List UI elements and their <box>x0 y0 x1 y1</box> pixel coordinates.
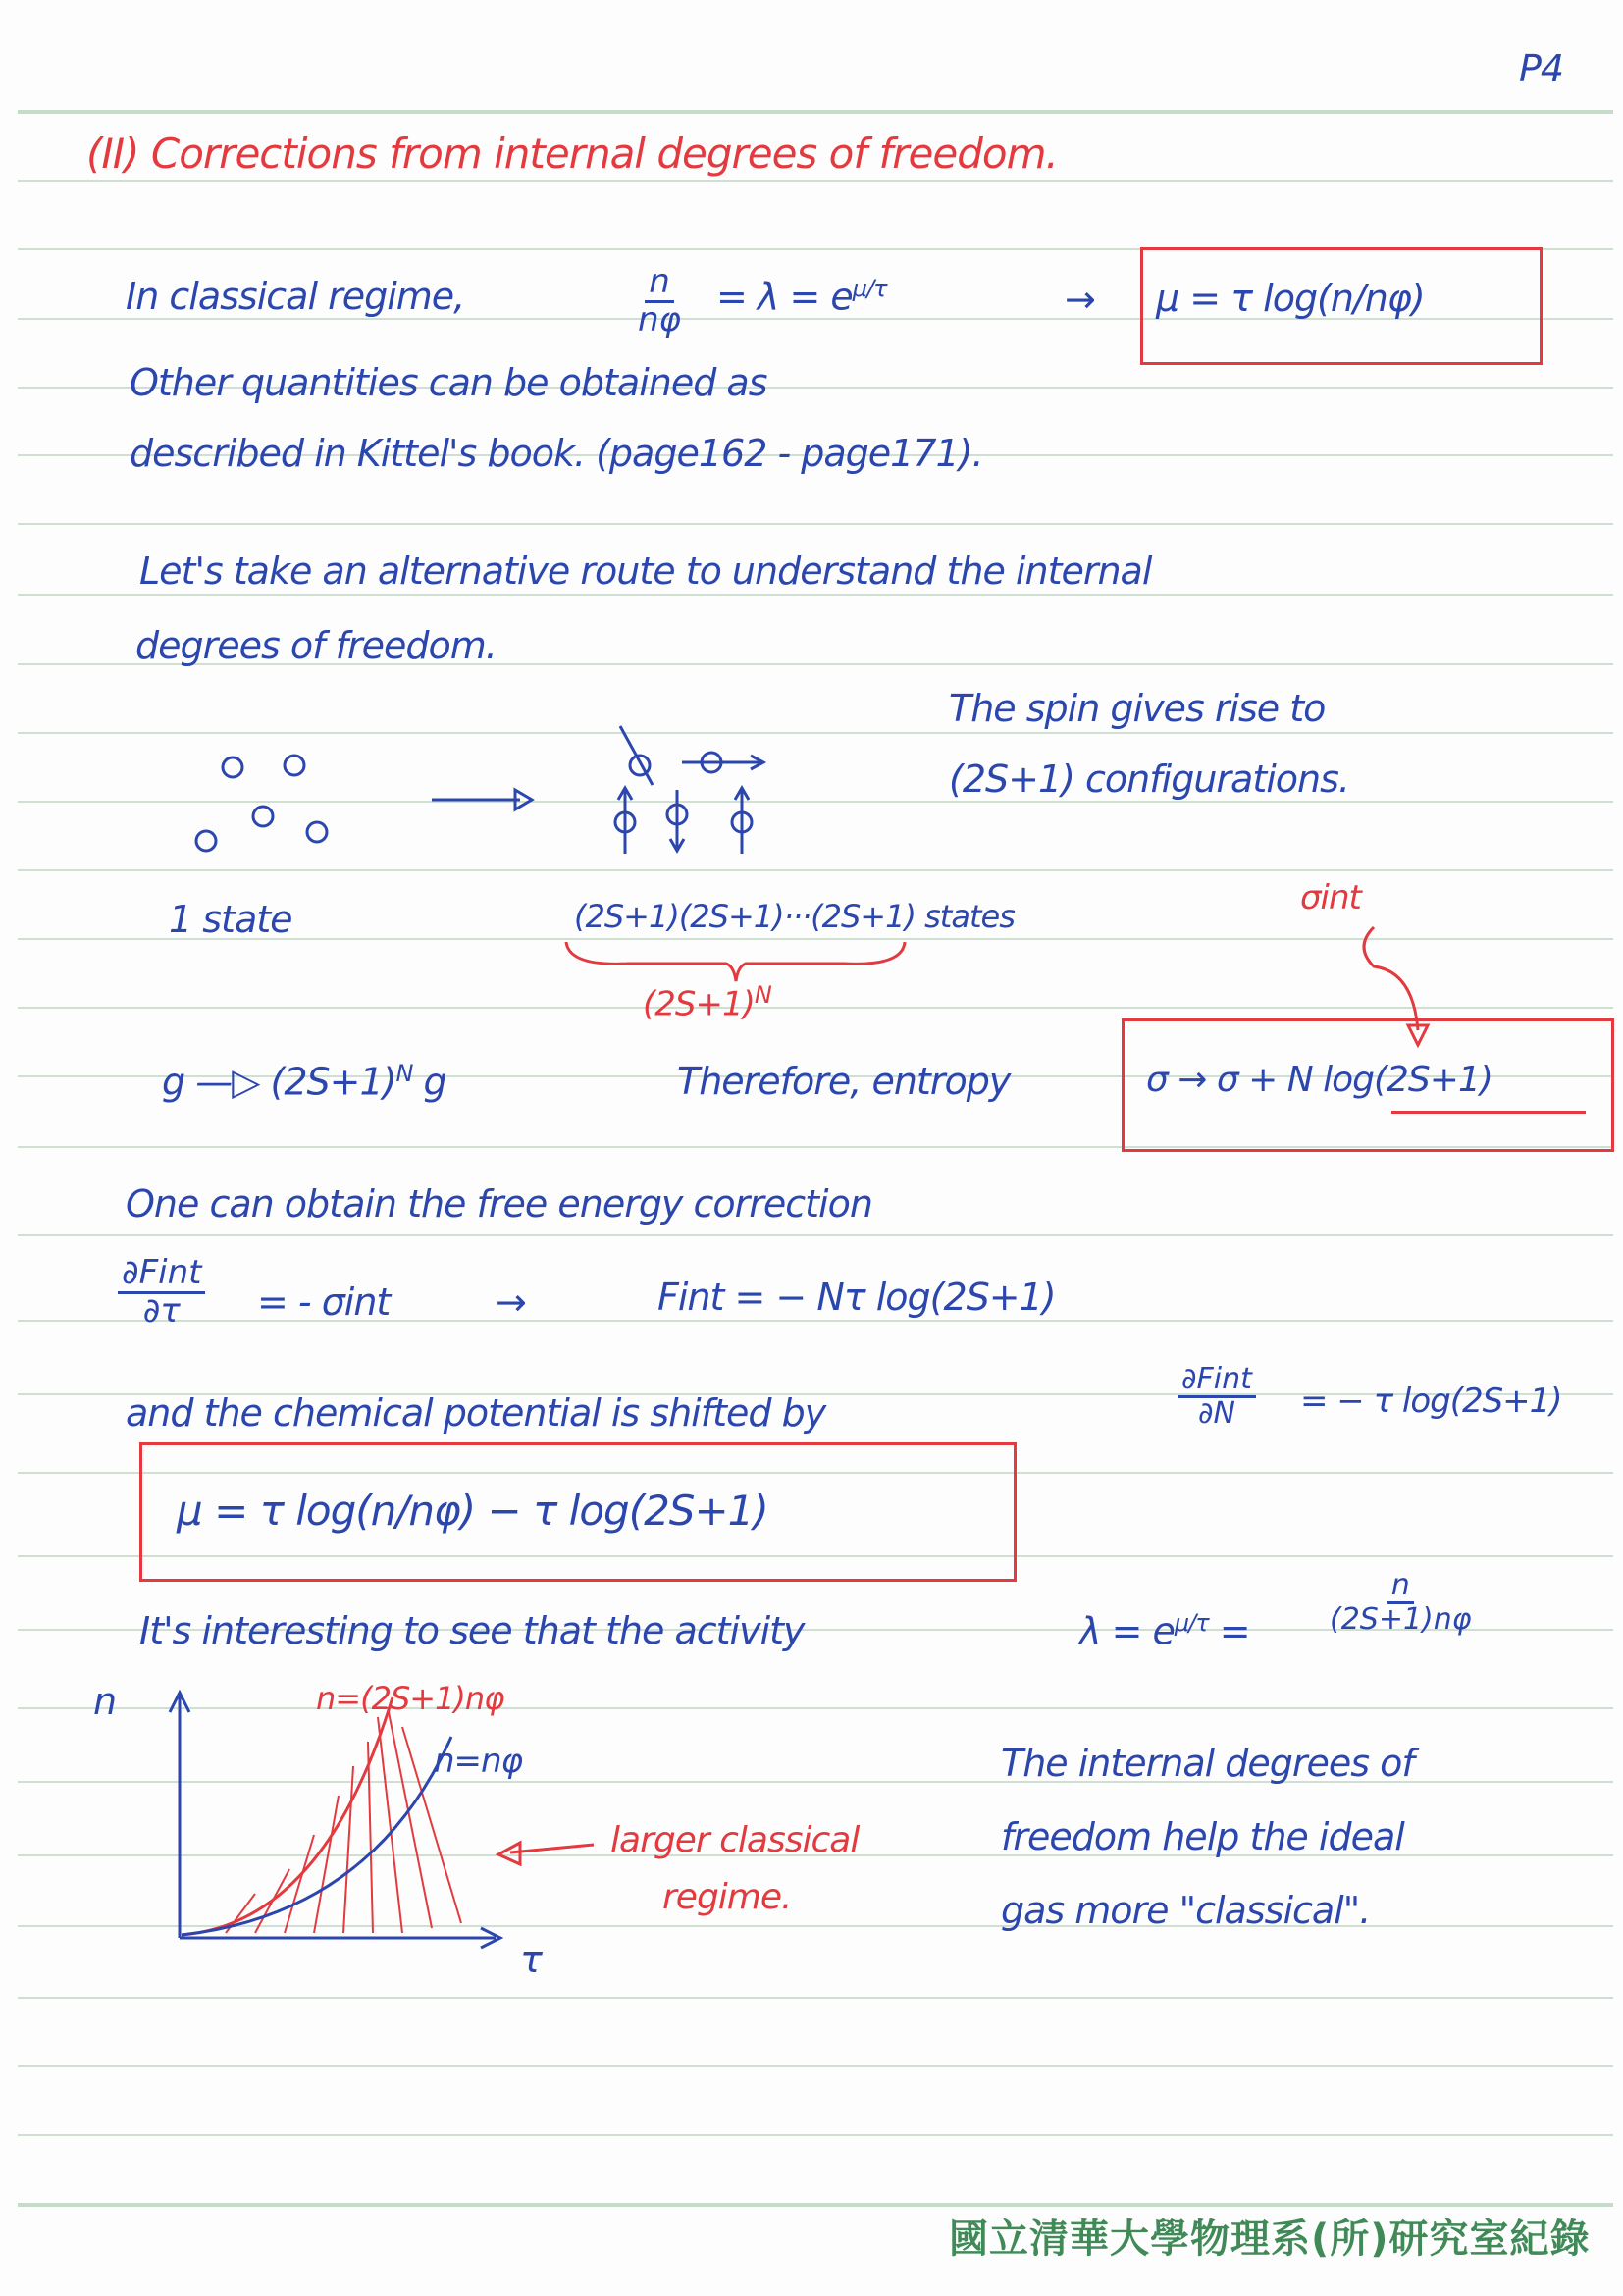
fraction-numerator: ∂Fint <box>118 1256 205 1294</box>
arrow-icon: → <box>1065 278 1095 321</box>
conclusion-line3: gas more "classical". <box>1001 1889 1371 1932</box>
conclusion-line1: The internal degrees of <box>1001 1742 1414 1785</box>
mu-shift-result: μ = τ log(n/nφ) − τ log(2S+1) <box>177 1487 768 1535</box>
chemical-potential-intro: and the chemical potential is shifted by <box>126 1391 826 1435</box>
total-states-exp: N <box>754 981 771 1009</box>
activity-exp: μ/τ <box>1174 1609 1209 1637</box>
page-number: P4 <box>1519 47 1564 90</box>
mu-result: μ = τ log(n/nφ) <box>1156 277 1425 320</box>
red-curve-label: n=(2S+1)nφ <box>316 1680 504 1717</box>
blue-curve <box>182 1737 451 1935</box>
footer-label: 國立清華大學物理系(所)研究室紀錄 <box>949 2217 1591 2262</box>
other-quantities-line2: described in Kittel's book. (page162 - page171). <box>130 432 983 475</box>
fraction-numerator: ∂Fint <box>1178 1364 1256 1398</box>
degeneracy-g: g <box>423 1060 446 1104</box>
conclusion-line2: freedom help the ideal <box>1001 1815 1404 1858</box>
spin-states-label: (2S+1)(2S+1)···(2S+1) states <box>574 898 1015 935</box>
footer-rule <box>18 2203 1613 2207</box>
fraction-denominator: ∂τ <box>142 1290 181 1331</box>
rule-line <box>18 2134 1613 2136</box>
fraction-numerator: n <box>645 265 674 303</box>
hatching <box>226 1707 461 1933</box>
degeneracy-exp: N <box>395 1060 413 1087</box>
other-quantities-line1: Other quantities can be obtained as <box>130 361 767 404</box>
fraction-denominator: ∂N <box>1197 1395 1235 1431</box>
equals: = <box>1219 1609 1250 1653</box>
dF-dN-rhs: = − τ log(2S+1) <box>1300 1382 1562 1421</box>
exponent: μ/τ <box>852 275 887 302</box>
one-state-label: 1 state <box>169 898 292 941</box>
dF-rhs: = - σint <box>257 1280 391 1324</box>
spin-note-line2: (2S+1) configurations. <box>949 757 1349 801</box>
region-label-2: regime. <box>662 1877 792 1917</box>
activity-lhs-text: λ = e <box>1079 1609 1175 1653</box>
activity-intro: It's interesting to see that the activity <box>139 1609 805 1652</box>
therefore-entropy: Therefore, entropy <box>677 1060 1011 1103</box>
fraction-numerator: n <box>1387 1570 1414 1604</box>
classical-intro: In classical regime, <box>126 275 465 318</box>
fraction-denominator: nφ <box>638 299 681 339</box>
arrow-icon: → <box>496 1280 526 1324</box>
arrow-icon <box>498 1843 594 1864</box>
alternative-line1: Let's take an alternative route to understand the internal <box>139 549 1152 593</box>
entropy-result: σ → σ + N log(2S+1) <box>1146 1060 1492 1100</box>
alternative-line2: degrees of freedom. <box>135 624 497 667</box>
spin-note-line1: The spin gives rise to <box>949 687 1326 730</box>
y-axis-label: n <box>93 1680 117 1723</box>
equation-text: = λ = e <box>716 275 853 319</box>
section-title: (II) Corrections from internal degrees of freedom. <box>86 130 1058 178</box>
x-axis-label: τ <box>520 1938 542 1981</box>
total-states-base: (2S+1) <box>643 984 755 1024</box>
free-energy-intro: One can obtain the free energy correction <box>126 1182 872 1226</box>
rule-line <box>18 2065 1613 2067</box>
F-int-result: Fint = − Nτ log(2S+1) <box>657 1276 1056 1319</box>
fraction-denominator: (2S+1)nφ <box>1330 1601 1472 1637</box>
degeneracy-text: g —▷ (2S+1) <box>162 1060 396 1104</box>
region-label-1: larger classical <box>610 1820 860 1860</box>
red-curve <box>182 1697 393 1935</box>
blue-curve-label: n=nφ <box>434 1742 523 1781</box>
sigma-int-label: σint <box>1300 878 1361 917</box>
